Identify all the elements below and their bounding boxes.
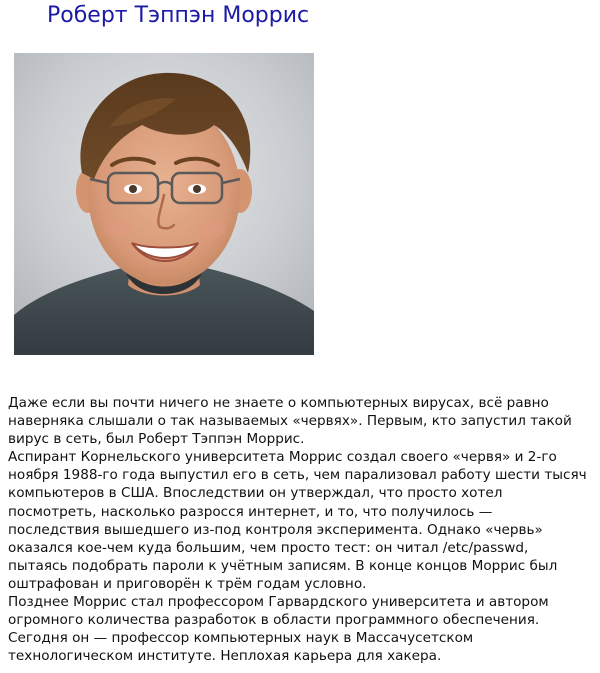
text-line: Аспирант Корнельского университета Моррис создал своего «червя» и 2-го	[8, 449, 557, 466]
text-line: последствия вышедшего из-под контроля эксперимента. Однако «червь»	[8, 521, 543, 538]
text-line: вирус в сеть, был Роберт Тэппэн Моррис.	[8, 431, 305, 448]
text-line: Даже если вы почти ничего не знаете о компьютерных вирусах, всё равно	[8, 395, 549, 411]
article-body	[8, 394, 594, 665]
text-line: огромного количества разработок в области программного обеспечения.	[8, 612, 540, 629]
text-line: Сегодня он — профессор компьютерных наук в Массачусетском	[8, 630, 474, 647]
text-line: наверняка слышали о так называемых «червях». Первым, кто запустил такой	[8, 413, 572, 430]
text-line: Позднее Моррис стал профессором Гарвардского университета и автором	[8, 594, 549, 611]
text-line: посмотреть, насколько разросся интернет, и то, что получилось —	[8, 503, 493, 520]
text-line: оштрафован и приговорён к трём годам условно.	[8, 575, 367, 592]
text-line: компьютеров в США. Впоследствии он утверждал, что просто хотел	[8, 485, 503, 502]
text-line: пытаясь подобрать пароли к учётным записям. В конце концов Моррис был	[8, 557, 558, 574]
text-line: ноября 1988-го года выпустил его в сеть, чем парализовал работу шести тысяч	[8, 467, 587, 484]
text-line: оказался кое-чем куда большим, чем просто тест: он читал /etc/passwd,	[8, 539, 529, 556]
text-line: технологическом институте. Неплохая карьера для хакера.	[8, 648, 442, 665]
page-title: Роберт Тэппэн Моррис	[47, 3, 310, 28]
portrait-photo	[14, 53, 314, 355]
